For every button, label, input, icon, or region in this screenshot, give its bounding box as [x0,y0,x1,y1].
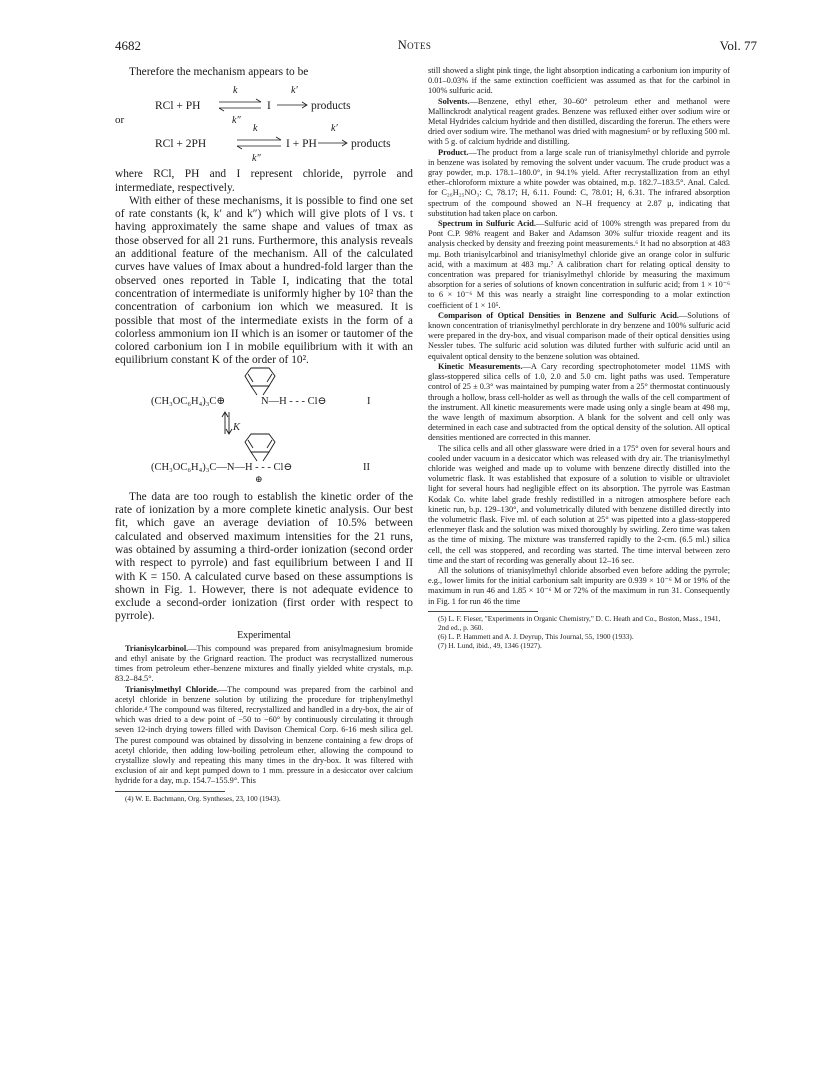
scheme1-k2: k″ [232,115,241,127]
footnote-rule-right [428,611,538,612]
paragraph-kinetic-order: The data are too rough to establish the kinetic order of the rate of ionization by a more complete kinetic analysis. Our best fit, which gave an average deviation of 10.5% between calculated and observed maximum intensities for the 21 runs, was obtained by assuming a third-order ionization (second order with respect to pyrrole) and fast equilibrium between I and II with K = 150. A calculated curve based on these assumptions is shown in Fig. 1. However, there is not adequate evidence to exclude a second-order ionization (first order with respect to pyrrole). [115,490,413,623]
structure-II-plus: ⊕ [255,473,263,484]
scheme2-intermediate: I + PH [286,138,317,151]
silica-paragraph: The silica cells and all other glassware were dried in a 175° oven for several hours and cooled under vacuum in a desiccator which was released with dry air. The trianisylmethyl chloride was weighed and made up to volume with benzene directly distilled into the volumetric flask. It was established that exposure of a solution to visible or ultraviolet light for several hours had negligible effect on its absorption. The pyrrole was Eastman Kodak Co. white label grade freshly redistilled in a nitrogen atmosphere before each kinetic run, b.p. 129–130°, and volumetrically diluted with benzene distilled directly into the volumetric flask. Five ml. of each solution at 25° was pipetted into a glass-stoppered erlenmeyer flask and the solution was mixed thoroughly by swirling. Zero time was taken as the time of mixing. The mixture was transferred rapidly to the 2-cm. (6.5 ml.) silica cell, the cell was stoppered, and recording was started. The time interval between zero time and the start of recording was generally about 12–16 sec. [428,443,730,565]
mechanism-schemes [115,79,413,165]
page-number: 4682 [115,38,141,53]
spectrum-title: Spectrum in Sulfuric Acid. [438,219,536,229]
equilibrium-K: K [233,421,241,433]
comparison-title: Comparison of Optical Densities in Benzene and Sulfuric Acid. [438,310,679,320]
structure-I-label: I [367,395,371,407]
product-text: —The product from a large scale run of trianisylmethyl chloride and pyrrole in benzene was isolated by removing the solvent under vacuum. The crude product was a gray powder, m.p. 178.1–180.0°, in 94.1% yield. After recrystallization from an ethyl ether–chloroform mixture a white powder was obtained, m.p. 182.7–183.5°. Anal. Calcd. for C₂₆H₂₅NO₃: C, 78.17; H, 6.11. Found: C, 78.01; H, 6.31. The infrared absorption spectrum of the compound showed an N–H frequency at 2.87 μ, indicating that substitution had taken place on carbon. [428,147,730,218]
volume-label: Vol. 77 [719,38,757,53]
scheme1-products: products [311,100,351,113]
continuation-text: still showed a slight pink tinge, the light absorption indicating a carbonium ion impurity of 0.01–0.03% if the same extinction coefficient was assumed as that for the carbinol in 100% sulfuric acid. [428,66,730,96]
carbinol-text: —This compound was prepared from anisylmagnesium bromide and ethyl anisate by the Grignard reaction. The product was recrystallized numerous times from petroleum ether–benzene mixtures and finally yielded white crystals, m.p. 83.2–84.5°. [115,643,413,684]
experimental-heading: Experimental [237,629,291,641]
scheme2-kprime: k′ [331,123,338,135]
mechanism-intro: Therefore the mechanism appears to be [129,66,309,78]
structure-I-aryl: (CH₃OC₆H₄)₃C⊕ [151,395,226,407]
solvents-title: Solvents. [438,96,470,106]
spectrum-text: —Sulfuric acid of 100% strength was prepared from du Pont C.P. 98% reagent and Baker and Adamson 30% sulfur trioxide reagent and its analysis checked by density and freezing point measurements.⁶ It had no absorption at 483 mμ. Both trianisylcarbinol and trianisylmethyl chloride give an orange color in sulfuric acid, with a maximum at 483 mμ.⁷ A calibration chart for relating optical density to concentration was prepared for trianisylmethyl chloride by measuring the maximum absorption for a series of solutions of known concentration in sulfuric acid; from 1 × 10⁻⁶ to 6 × 10⁻⁶ M this was nearly a straight line corresponding to a molar extinction coefficient of 1 × 10⁵. [428,219,730,310]
scheme1-lhs: RCl + PH [155,100,201,113]
scheme2-k2: k″ [252,153,261,165]
scheme1-intermediate: I [267,100,271,113]
running-title: Notes [397,38,432,52]
kinetic-title: Kinetic Measurements. [438,361,523,371]
footnote-5: (5) L. F. Fieser, "Experiments in Organic Chemistry," D. C. Heath and Co., Boston, Mass., 1941, 2nd ed., p. 360. [438,613,721,632]
structure-I-nh: N—H - - - Cl⊖ [261,395,327,407]
carbinol-title: Trianisylcarbinol. [125,643,189,653]
product-title: Product. [438,147,469,157]
solvents-text: —Benzene, ethyl ether, 30–60° petroleum ether and methanol were Mallinckrodt analytical reagent grades. Benzene was refluxed either over sodium wire or Metal Hydrides calcium hydride and then distilled, discarding the forerun. The ethers were dried over sodium wire. The methanol was dried with magnesium⁵ or by refluxing 500 ml. with 5 g. of calcium hydride and distilling. [428,96,730,147]
structure-II-label: II [363,461,370,473]
solutions-paragraph: All the solutions of trianisylmethyl chloride absorbed even before adding the pyrrole; e.g., lower limits for the initial carbonium salt impurity are 0.939 × 10⁻⁶ M or 19% of the maximum in run 46 and 1.85 × 10⁻⁶ M or 72% of the maximum in run 31. Consequently in Fig. 1 for run 46 the time [428,565,730,606]
footnote-4: (4) W. E. Bachmann, Org. Syntheses, 23, 100 (1943). [125,793,281,803]
scheme2-products: products [351,138,391,151]
chloride-text: —The compound was prepared from the carbinol and acetyl chloride in benzene solution by utilizing the procedure for triphenylmethyl chloride.⁴ The compound was filtered, recrystallized and handled in a dry-box, the air of which was dried to a dew point of −50 to −60° by continuously circulating it through seven 12-inch drying towers filled with Davison Chemical Corp. 6-16 mesh silica gel. The purest compound was obtained by dissolving in benzene containing a few drops of acetyl chloride, then adding low-boiling petroleum ether, allowing the compound to crystallize slowly and repeating this many times in the dry-box. It was filtered with exclusion of air and kept pumped down to 1 mm. pressure in a desiccator over calcium hydride for a day, m.p. 154.7–155.9°. This [115,684,414,786]
right-column [428,66,730,650]
structure-II-formula: (CH₃OC₆H₄)₃C—N—H - - - Cl⊖ [151,461,293,473]
scheme2-k: k [253,123,258,135]
ion-structures-figure [115,368,413,486]
footnote-6: (6) L. P. Hammett and A. J. Deyrup, This Journal, 55, 1900 (1933). [438,631,634,641]
footnote-7: (7) H. Lund, ibid., 49, 1346 (1927). [438,640,542,650]
comparison-text: —Solutions of known concentration of trianisylmethyl perchlorate in dry benzene and 100% sulfuric acid were prepared in the dry-box, and visual comparison made of their optical densities using Nessler tubes. The sulfuric acid solution was diluted further with sulfuric acid until an equivalent optical density to the benzene solution was obtained. [428,310,730,361]
left-column: Therefore the mechanism appears to be RCl + PH k k″ I k′ products RCl + 2PH k k″ I + PH k′ products or where RCl, PH and I represent chloride, pyrrole and intermediate, respectively. With either of these mechanisms, it is possible to find one set of rate constants (k, k′ and k″) which will give plots of I vs. t having approximately the same shape and values of tmax as those observed for all 21 runs. Furthermore, this analysis reveals an additional feature of the mechanism. All of the calculated curves have values of Imax about a hundred-fold larger than the observed ones reported in Table I, indicating that the total concentration of intermediate is uniformly higher by 10² than the concentration of carbonium ion which we measured. It is possible that most of the intermediate exists in the form of a colorless ammonium ion II which is an isomer or tautomer of the colored carbonium ion I in mobile equilibrium with it with an equilibrium constant K of the order of 10². (CH₃OC₆H₄)₃C⊕ N—H - - - Cl⊖ I K (CH₃OC₆H₄)₃C—N—H - - - Cl⊖ ⊕ II The data are too rough to establish the kinetic order of the rate of ionization by a more complete kinetic analysis. Our best fit, which gave an average deviation of 10.5% between calculated and observed maximum intensities for the 21 runs, was obtained by assuming a third-order ionization (second order with respect to pyrrole) and fast equilibrium between I and II with K = 150. A calculated curve based on these assumptions is shown in Fig. 1. However, there is not adequate evidence to exclude a second-order ionization (first order with respect to pyrrole). Experimental Trianisylcarbinol.—This compound was prepared from anisylmagnesium bromide and ethyl anisate by the Grignard reaction. The product was recrystallized numerous times from petroleum ether–benzene mixtures and finally yielded white crystals, m.p. 83.2–84.5°. Trianisylmethyl Chloride.—The compound was prepared from the carbinol and acetyl chloride in benzene solution by utilizing the procedure for triphenylmethyl chloride.⁴ The compound was filtered, recrystallized and handled in a dry-box, the air of which was dried to a dew point of −50 to −60° by continuously circulating it through seven 12-inch drying towers filled with Davison Chemical Corp. 6-16 mesh silica gel. The purest compound was obtained by dissolving in benzene containing a few drops of acetyl chloride, then adding low-boiling petroleum ether, allowing the compound to crystallize slowly and repeating this many times in the dry-box. It was filtered with exclusion of air and kept pumped down to 1 mm. pressure in a desiccator over calcium hydride for a day, m.p. 154.7–155.9°. This (4) W. E. Bachmann, Org. Syntheses, 23, 100 (1943). [115,66,414,803]
chloride-title: Trianisylmethyl Chloride. [125,684,219,694]
footnote-rule-left [115,791,225,792]
kinetic-text: —A Cary recording spectrophotometer model 11MS with glass-stoppered silica cells of 1.0, 2.0 and 5.0 cm. light paths was used. Temperature control of 25 ± 0.3° was maintained by pumping water from a 25° thermostat continuously through a hollow, brass cell-holder as well as through the walls of the cell compartment of the instrument. All kinetic measurements were made using only a single beam at 498 mμ, the wave length of maximum absorption. A blank for the solvent and cell only was determined in each case and subtracted from the optical density of the solution. All optical densities mentioned are corrected in this manner. [428,361,730,443]
where-text: where RCl, PH and I represent chloride, pyrrole and intermediate, respectively. [115,168,413,194]
scheme1-k: k [233,85,238,97]
scheme1-kprime: k′ [291,85,298,97]
scheme2-lhs: RCl + 2PH [155,138,207,151]
paragraph-analysis: With either of these mechanisms, it is possible to find one set of rate constants (k, k′ and k″) which will give plots of I vs. t having approximately the same shape and values of tmax as those observed for all 21 runs. Furthermore, this analysis reveals an additional feature of the mechanism. All of the calculated curves have values of Imax about a hundred-fold larger than the observed ones reported in Table I, indicating that the total concentration of intermediate is uniformly higher by 10² than the concentration of carbonium ion which we measured. It is possible that most of the intermediate exists in the form of a colorless ammonium ion II which is an isomer or tautomer of the colored carbonium ion I in mobile equilibrium with it with an equilibrium constant K of the order of 10². [115,194,413,367]
